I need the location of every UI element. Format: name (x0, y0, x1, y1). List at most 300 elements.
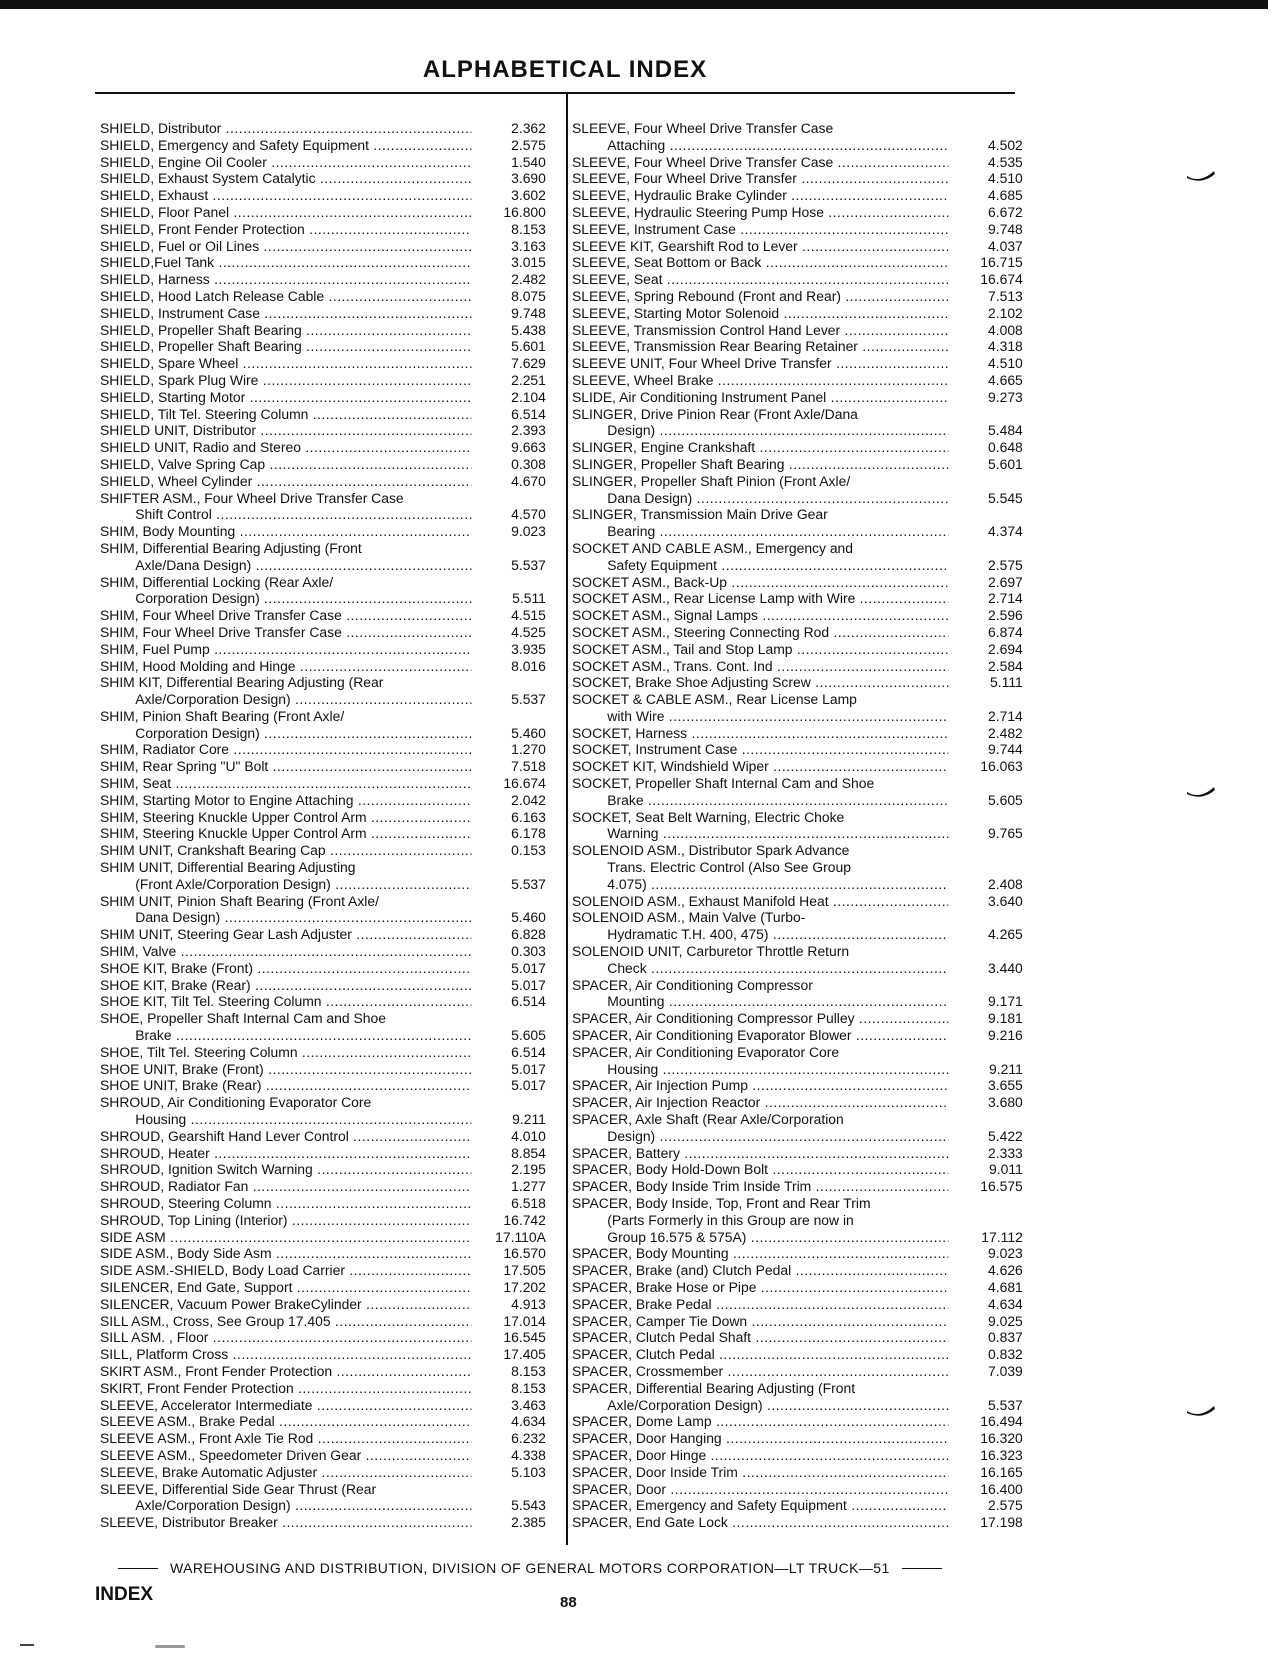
entry-text: SLEEVE, Seat ..... (572, 272, 948, 289)
entry-page-ref: 5.601 (511, 339, 546, 356)
index-entry (100, 793, 546, 810)
index-entry (572, 205, 1023, 222)
entry-text: Bearing ..... (572, 524, 948, 541)
entry-text: SLEEVE ASM., Brake Pedal ..... (100, 1414, 471, 1431)
index-entry (572, 608, 1023, 625)
entry-text: SLEEVE, Wheel Brake ..... (572, 373, 948, 390)
index-entry (572, 507, 1023, 541)
entry-text: SOCKET, Instrument Case ..... (572, 742, 948, 759)
entry-text: SHIM UNIT, Differential Bearing Adjusting (100, 860, 356, 877)
entry-text: SHIELD, Propeller Shaft Bearing ..... (100, 323, 471, 340)
entry-page-ref: 2.575 (987, 1498, 1023, 1515)
entry-text: Check ..... (572, 961, 948, 978)
index-entry (572, 1515, 1023, 1532)
index-entry (100, 390, 546, 407)
entry-text: SHROUD, Steering Column ..... (100, 1196, 471, 1213)
top-border (0, 0, 1268, 9)
index-entry (572, 910, 1023, 944)
entry-page-ref: 2.362 (511, 121, 546, 137)
entry-text: SHIM, Body Mounting ..... (100, 524, 471, 541)
index-entry (100, 524, 546, 541)
entry-text: SOCKET ASM., Back-Up ..... (572, 575, 948, 592)
index-entry (572, 155, 1023, 172)
index-entry (100, 1515, 546, 1532)
entry-page-ref: 16.674 (503, 776, 546, 793)
entry-text: SHIM, Seat ..... (100, 776, 471, 793)
index-entry (572, 1448, 1023, 1465)
entry-text: SLEEVE, Distributor Breaker ..... (100, 1515, 471, 1532)
entry-page-ref: 16.063 (980, 759, 1023, 776)
entry-text: SPACER, Emergency and Safety Equipment ..... (572, 1498, 948, 1515)
entry-text: SLEEVE, Hydraulic Brake Cylinder ..... (572, 188, 948, 205)
entry-page-ref: 0.308 (511, 456, 546, 473)
entry-page-ref: 9.765 (987, 826, 1023, 843)
index-entry (100, 1179, 546, 1196)
entry-text: SHIELD, Distributor ..... (100, 121, 471, 138)
entry-text: SPACER, Differential Bearing Adjusting (Front (572, 1380, 856, 1397)
entry-page-ref: 2.575 (987, 557, 1023, 574)
index-entry (572, 1381, 1023, 1415)
index-entry (100, 742, 546, 759)
entry-text: SILENCER, Vacuum Power BrakeCylinder ..... (100, 1297, 471, 1314)
index-entry (100, 961, 546, 978)
entry-text: SHIM, Starting Motor to Engine Attaching ..... (100, 793, 471, 810)
entry-text: SHIM UNIT, Pinion Shaft Bearing (Front Axle/ (100, 893, 379, 910)
index-entry (572, 306, 1023, 323)
entry-text: SHIELD, Hood Latch Release Cable ..... (100, 289, 471, 306)
index-entry (100, 407, 546, 424)
index-entry (100, 776, 546, 793)
index-label: INDEX (95, 1584, 154, 1605)
entry-page-ref: 4.008 (987, 322, 1023, 339)
entry-page-ref: 16.400 (980, 1481, 1023, 1498)
index-entry (572, 1414, 1023, 1431)
entry-page-ref: 16.494 (980, 1414, 1023, 1431)
entry-text: Dana Design) ..... (572, 491, 948, 508)
entry-page-ref: 9.011 (989, 1162, 1023, 1179)
entry-page-ref: 2.333 (987, 1145, 1023, 1162)
index-entry (100, 255, 546, 272)
entry-text: SOLENOID ASM., Exhaust Manifold Heat ..... (572, 894, 948, 911)
binder-hole-mark (1186, 786, 1216, 800)
entry-text: SIDE ASM., Body Side Asm ..... (100, 1246, 471, 1263)
entry-page-ref: 2.408 (987, 876, 1023, 893)
entry-page-ref: 16.570 (503, 1246, 546, 1263)
entry-text: SOCKET ASM., Tail and Stop Lamp ..... (572, 642, 948, 659)
entry-text: Corporation Design) ..... (100, 726, 471, 743)
index-entry (572, 575, 1023, 592)
entry-text: 4.075) ..... (572, 877, 948, 894)
entry-text: SHIELD UNIT, Radio and Stereo ..... (100, 440, 471, 457)
entry-page-ref: 6.874 (987, 624, 1023, 641)
entry-page-ref: 6.514 (511, 406, 546, 423)
entry-text: SHIELD,Fuel Tank ..... (100, 255, 471, 272)
index-entry (100, 709, 546, 743)
index-entry (100, 826, 546, 843)
index-entry (572, 1179, 1023, 1196)
entry-page-ref: 17.202 (503, 1279, 546, 1296)
entry-text: SLEEVE KIT, Gearshift Rod to Lever ..... (572, 239, 948, 256)
entry-page-ref: 16.545 (503, 1330, 546, 1347)
entry-page-ref: 4.318 (987, 339, 1023, 356)
index-entry (100, 1465, 546, 1482)
entry-text: SHIELD, Engine Oil Cooler ..... (100, 155, 471, 172)
entry-page-ref: 2.596 (987, 608, 1023, 625)
index-entry (572, 1314, 1023, 1331)
entry-text: SPACER, Body Mounting ..... (572, 1246, 948, 1263)
entry-text: SHROUD, Top Lining (Interior) ..... (100, 1213, 471, 1230)
entry-text: SHIM, Radiator Core ..... (100, 742, 471, 759)
entry-page-ref: 8.153 (511, 1380, 546, 1397)
entry-text: SILL, Platform Cross ..... (100, 1347, 471, 1364)
index-entry (572, 188, 1023, 205)
index-entry (100, 491, 546, 525)
entry-text: SHIM, Steering Knuckle Upper Control Arm ..... (100, 810, 471, 827)
entry-text: SHIELD, Starting Motor ..... (100, 390, 471, 407)
entry-page-ref: 2.584 (987, 658, 1023, 675)
index-entry (572, 1263, 1023, 1280)
index-entry (100, 608, 546, 625)
entry-text: SILL ASM., Cross, See Group 17.405 ..... (100, 1314, 471, 1331)
index-entry (572, 1011, 1023, 1028)
binder-hole-mark (1186, 170, 1216, 184)
footer-text: WAREHOUSING AND DISTRIBUTION, DIVISION OF GENERAL MOTORS CORPORATION—LT TRUCK—51 (170, 1560, 890, 1576)
entry-page-ref: 9.023 (987, 1246, 1023, 1263)
entry-text: (Parts Formerly in this Group are now in (607, 1212, 854, 1229)
entry-text: SHOE UNIT, Brake (Rear) ..... (100, 1078, 471, 1095)
index-entry (100, 860, 546, 894)
entry-page-ref: 9.025 (987, 1313, 1023, 1330)
index-entry (572, 373, 1023, 390)
entry-text: SLEEVE ASM., Front Axle Tie Rod ..... (100, 1431, 471, 1448)
entry-text: SOCKET, Propeller Shaft Internal Cam and Shoe (572, 776, 875, 793)
index-entry (100, 121, 546, 138)
entry-text: SHIM, Four Wheel Drive Transfer Case ..... (100, 625, 471, 642)
entry-text: SLEEVE, Transmission Control Hand Lever ..... (572, 323, 948, 340)
entry-page-ref: 5.017 (511, 1061, 546, 1078)
entry-page-ref: 2.575 (511, 137, 546, 154)
index-entry (100, 423, 546, 440)
entry-page-ref: 7.518 (511, 759, 546, 776)
entry-page-ref: 5.111 (990, 675, 1023, 692)
index-entry (100, 222, 546, 239)
entry-page-ref: 9.216 (987, 1028, 1023, 1045)
entry-page-ref: 4.570 (511, 507, 546, 524)
entry-page-ref: 0.832 (987, 1347, 1023, 1364)
entry-page-ref: 17.198 (980, 1515, 1023, 1532)
entry-text: Axle/Corporation Design) ..... (572, 1398, 948, 1415)
entry-text: SIDE ASM.-SHIELD, Body Load Carrier ..... (100, 1263, 471, 1280)
entry-text: SPACER, Door ..... (572, 1482, 948, 1499)
entry-page-ref: 0.303 (511, 944, 546, 961)
index-entry (572, 1280, 1023, 1297)
entry-text: Brake ..... (572, 793, 948, 810)
entry-page-ref: 9.748 (987, 221, 1023, 238)
entry-page-ref: 0.648 (987, 440, 1023, 457)
index-column-right (572, 121, 1032, 1532)
entry-text: SIDE ASM ..... (100, 1230, 471, 1247)
index-entry (100, 1246, 546, 1263)
entry-text: SPACER, Air Conditioning Evaporator Blower ..... (572, 1028, 948, 1045)
entry-page-ref: 5.605 (511, 1028, 546, 1045)
entry-text: SPACER, Axle Shaft (Rear Axle/Corporation (572, 1112, 844, 1129)
index-entry (572, 407, 1023, 441)
entry-page-ref: 4.510 (987, 356, 1023, 373)
entry-text: SOCKET, Brake Shoe Adjusting Screw ..... (572, 675, 948, 692)
entry-text: Design) ..... (572, 1129, 948, 1146)
index-entry (100, 659, 546, 676)
entry-page-ref: 5.545 (987, 490, 1023, 507)
entry-page-ref: 3.680 (987, 1095, 1023, 1112)
entry-page-ref: 3.602 (511, 188, 546, 205)
entry-page-ref: 6.178 (511, 826, 546, 843)
entry-page-ref: 5.511 (512, 591, 546, 608)
index-entry (572, 776, 1023, 810)
index-entry (572, 1498, 1023, 1515)
entry-page-ref: 0.153 (511, 843, 546, 860)
index-entry (100, 339, 546, 356)
entry-text: SHIELD, Tilt Tel. Steering Column ..... (100, 407, 471, 424)
index-entry (100, 1280, 546, 1297)
entry-text: SPACER, Air Injection Reactor ..... (572, 1095, 948, 1112)
entry-page-ref: 4.681 (987, 1279, 1023, 1296)
index-entry (100, 894, 546, 928)
index-entry (572, 642, 1023, 659)
entry-page-ref: 3.935 (511, 641, 546, 658)
index-entry (100, 1129, 546, 1146)
index-entry (572, 944, 1023, 978)
entry-text: SHIELD, Spark Plug Wire ..... (100, 373, 471, 390)
entry-text: SILENCER, End Gate, Support ..... (100, 1280, 471, 1297)
entry-text: SHIFTER ASM., Four Wheel Drive Transfer Case (100, 490, 404, 507)
entry-page-ref: 9.171 (987, 994, 1023, 1011)
entry-text: SHIM, Hood Molding and Hinge ..... (100, 659, 471, 676)
index-entry (100, 1364, 546, 1381)
entry-page-ref: 4.626 (987, 1263, 1023, 1280)
entry-page-ref: 6.828 (511, 927, 546, 944)
entry-text: SPACER, Air Conditioning Compressor (572, 977, 813, 994)
entry-text: SLINGER, Drive Pinion Rear (Front Axle/Dana (572, 406, 858, 423)
entry-page-ref: 9.273 (987, 389, 1023, 406)
entry-page-ref: 4.010 (511, 1128, 546, 1145)
entry-page-ref: 5.103 (511, 1464, 546, 1481)
footer-dash-left (118, 1568, 158, 1569)
index-entry (572, 810, 1023, 844)
index-entry (100, 675, 546, 709)
entry-text: SILL ASM. , Floor ..... (100, 1330, 471, 1347)
index-entry (572, 323, 1023, 340)
entry-page-ref: 9.181 (987, 1011, 1023, 1028)
entry-page-ref: 2.714 (987, 708, 1023, 725)
entry-text: SHIELD, Exhaust ..... (100, 188, 471, 205)
entry-text: SKIRT ASM., Front Fender Protection ..... (100, 1364, 471, 1381)
entry-page-ref: 5.422 (987, 1128, 1023, 1145)
entry-text: SLEEVE, Hydraulic Steering Pump Hose ..... (572, 205, 948, 222)
entry-page-ref: 7.039 (987, 1363, 1023, 1380)
index-entry (572, 726, 1023, 743)
entry-text: Trans. Electric Control (Also See Group (607, 860, 851, 877)
index-entry (100, 272, 546, 289)
entry-page-ref: 17.505 (503, 1263, 546, 1280)
entry-page-ref: 2.102 (987, 305, 1023, 322)
footer-dash-right (902, 1568, 942, 1569)
entry-text: Axle/Corporation Design) ..... (100, 1498, 471, 1515)
index-entry (572, 894, 1023, 911)
entry-text: SLEEVE, Seat Bottom or Back ..... (572, 255, 948, 272)
entry-text: SLEEVE, Accelerator Intermediate ..... (100, 1398, 471, 1415)
entry-text: SHROUD, Gearshift Hand Lever Control ..... (100, 1129, 471, 1146)
entry-page-ref: 16.742 (503, 1212, 546, 1229)
entry-page-ref: 9.744 (987, 742, 1023, 759)
index-entry (572, 541, 1023, 575)
index-entry (100, 356, 546, 373)
entry-text: SHOE KIT, Tilt Tel. Steering Column ..... (100, 994, 471, 1011)
entry-text: SHIELD, Front Fender Protection ..... (100, 222, 471, 239)
entry-text: SPACER, Brake Pedal ..... (572, 1297, 948, 1314)
index-entry (100, 239, 546, 256)
entry-text: SLEEVE, Four Wheel Drive Transfer Case (572, 121, 834, 137)
entry-text: SHIELD, Emergency and Safety Equipment ..... (100, 138, 471, 155)
entry-text: SHROUD, Air Conditioning Evaporator Core (100, 1095, 372, 1112)
entry-page-ref: 6.514 (511, 1044, 546, 1061)
index-entry (100, 1414, 546, 1431)
entry-page-ref: 3.015 (511, 255, 546, 272)
entry-text: SLINGER, Engine Crankshaft ..... (572, 440, 948, 457)
entry-text: SOCKET ASM., Trans. Cont. Ind ..... (572, 659, 948, 676)
index-entry (572, 1465, 1023, 1482)
entry-text: SPACER, Crossmember ..... (572, 1364, 948, 1381)
index-column-left (100, 121, 555, 1532)
entry-text: SLEEVE, Instrument Case ..... (572, 222, 948, 239)
entry-page-ref: 5.484 (987, 423, 1023, 440)
entry-text: Safety Equipment ..... (572, 558, 948, 575)
entry-text: SPACER, Brake Hose or Pipe ..... (572, 1280, 948, 1297)
entry-text: SHROUD, Heater ..... (100, 1146, 471, 1163)
entry-page-ref: 4.685 (987, 188, 1023, 205)
index-entry (100, 994, 546, 1011)
binder-hole-mark (1186, 1405, 1216, 1419)
entry-text: SHIELD, Exhaust System Catalytic ..... (100, 171, 471, 188)
entry-text: SHIM UNIT, Steering Gear Lash Adjuster ..... (100, 927, 471, 944)
entry-text: SLIDE, Air Conditioning Instrument Panel ..... (572, 390, 948, 407)
page-number: 88 (560, 1594, 577, 1611)
index-entry (572, 356, 1023, 373)
index-entry (100, 1011, 546, 1045)
entry-text: SHIM UNIT, Crankshaft Bearing Cap ..... (100, 843, 471, 860)
entry-page-ref: 4.670 (511, 473, 546, 490)
entry-page-ref: 8.854 (511, 1145, 546, 1162)
entry-page-ref: 16.674 (980, 272, 1023, 289)
index-entry (100, 1045, 546, 1062)
index-entry (100, 171, 546, 188)
entry-page-ref: 5.460 (511, 910, 546, 927)
entry-text: SLEEVE, Differential Side Gear Thrust (Rear (100, 1481, 377, 1498)
index-entry (572, 121, 1023, 155)
entry-text: SOCKET ASM., Steering Connecting Rod ..... (572, 625, 948, 642)
index-entry (572, 1078, 1023, 1095)
entry-text: SPACER, Air Injection Pump ..... (572, 1078, 948, 1095)
index-entry (100, 373, 546, 390)
index-entry (572, 1347, 1023, 1364)
entry-page-ref: 16.165 (980, 1464, 1023, 1481)
entry-text: SLINGER, Transmission Main Drive Gear (572, 507, 828, 524)
entry-page-ref: 6.672 (987, 204, 1023, 221)
entry-text: SPACER, Door Hinge ..... (572, 1448, 948, 1465)
index-entry (100, 1062, 546, 1079)
entry-text: SKIRT, Front Fender Protection ..... (100, 1381, 471, 1398)
entry-page-ref: 16.320 (980, 1431, 1023, 1448)
entry-text: Warning ..... (572, 826, 948, 843)
entry-page-ref: 4.634 (987, 1296, 1023, 1313)
index-entry (572, 272, 1023, 289)
index-entry (100, 642, 546, 659)
entry-text: Shift Control ..... (100, 507, 471, 524)
index-entry (100, 1330, 546, 1347)
index-entry (572, 239, 1023, 256)
index-entry (572, 289, 1023, 306)
index-entry (100, 323, 546, 340)
index-entry (572, 675, 1023, 692)
index-entry (572, 759, 1023, 776)
index-entry (572, 742, 1023, 759)
entry-text: SHIELD, Fuel or Oil Lines ..... (100, 239, 471, 256)
index-entry (572, 625, 1023, 642)
index-entry (100, 541, 546, 575)
entry-page-ref: 4.510 (987, 171, 1023, 188)
entry-text: SLEEVE, Starting Motor Solenoid ..... (572, 306, 948, 323)
entry-page-ref: 4.502 (987, 137, 1023, 154)
entry-page-ref: 6.514 (511, 994, 546, 1011)
entry-page-ref: 4.634 (511, 1414, 546, 1431)
entry-page-ref: 2.482 (987, 725, 1023, 742)
entry-page-ref: 4.037 (987, 238, 1023, 255)
entry-text: SPACER, Air Conditioning Evaporator Core (572, 1044, 840, 1061)
entry-text: Corporation Design) ..... (100, 591, 471, 608)
index-entry (572, 591, 1023, 608)
index-entry (100, 1431, 546, 1448)
entry-page-ref: 5.438 (511, 322, 546, 339)
index-entry (100, 188, 546, 205)
entry-text: SHIELD, Harness ..... (100, 272, 471, 289)
index-entry (572, 222, 1023, 239)
index-entry (572, 1482, 1023, 1499)
index-entry (572, 440, 1023, 457)
entry-page-ref: 16.800 (503, 204, 546, 221)
entry-text: SHIELD, Valve Spring Cap ..... (100, 457, 471, 474)
entry-text: SHIM, Rear Spring "U" Bolt ..... (100, 759, 471, 776)
entry-page-ref: 7.513 (987, 288, 1023, 305)
index-entry (100, 440, 546, 457)
index-entry (572, 1246, 1023, 1263)
entry-text: SHIM, Pinion Shaft Bearing (Front Axle/ (100, 708, 345, 725)
index-entry (572, 1196, 1023, 1246)
index-entry (100, 978, 546, 995)
entry-text: SHIELD, Instrument Case ..... (100, 306, 471, 323)
index-entry (100, 1347, 546, 1364)
index-entry (572, 1162, 1023, 1179)
entry-page-ref: 4.515 (511, 608, 546, 625)
index-entry (100, 306, 546, 323)
entry-text: SHIM, Fuel Pump ..... (100, 642, 471, 659)
index-entry (100, 810, 546, 827)
entry-page-ref: 16.715 (980, 255, 1023, 272)
entry-text: SLEEVE, Transmission Rear Bearing Retainer ..... (572, 339, 948, 356)
index-entry (100, 1230, 546, 1247)
index-entry (100, 1297, 546, 1314)
entry-text: SHIM KIT, Differential Bearing Adjusting (Rear (100, 675, 384, 692)
index-entry (100, 1146, 546, 1163)
index-entry (572, 843, 1023, 893)
